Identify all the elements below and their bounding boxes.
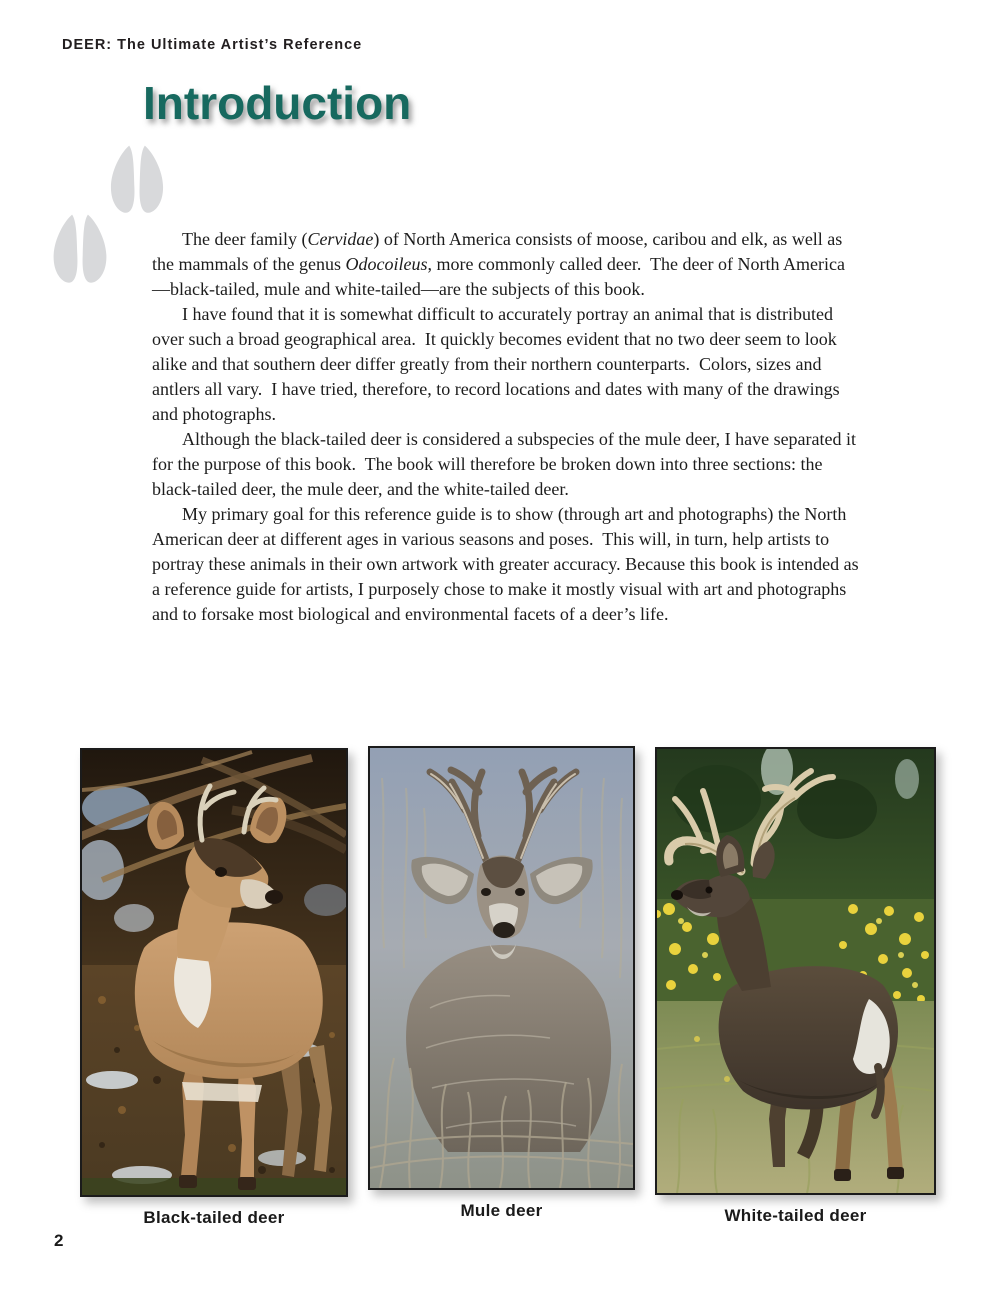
photo-caption: Black-tailed deer	[143, 1208, 285, 1227]
photo-caption: White-tailed deer	[724, 1206, 867, 1225]
paragraph-4: My primary goal for this reference guide is to show (through art and photographs) the North American deer at different ages in various seasons and poses. This will, in turn, help artists to portray these animals in their own artwork with greater accuracy. Because this book is intended as a reference guide for artists, I purposely chose to make it mostly visual with art and photographs and to forsake most biological and environmental facets of a deer’s life.	[152, 504, 864, 624]
page-number: 2	[54, 1231, 64, 1250]
paragraph-1: The deer family (Cervidae) of North America consists of moose, caribou and elk, as well as the mammals of the genus Odocoileus, more commonly called deer. The deer of North America—black-tailed, mule and white-tailed—are the subjects of this book.	[152, 229, 847, 299]
intro-text	[152, 227, 864, 627]
page-title: Introduction	[143, 77, 412, 129]
figure-black-tailed-deer	[80, 748, 348, 1228]
mule-deer-photo	[368, 746, 635, 1190]
deer-track-icon	[47, 212, 113, 286]
figure-white-tailed-deer	[655, 747, 936, 1226]
running-head: DEER: The Ultimate Artist’s Reference	[62, 37, 363, 53]
photo-caption: Mule deer	[460, 1201, 543, 1220]
black-tailed-deer-photo	[80, 748, 348, 1197]
white-tailed-deer-photo	[655, 747, 936, 1195]
paragraph-3: Although the black-tailed deer is considered a subspecies of the mule deer, I have separated it for the purpose of this book. The book will therefore be broken down into three sections: the black-tailed deer, the mule deer, and the white-tailed deer.	[152, 429, 861, 499]
paragraph-2: I have found that it is somewhat difficult to accurately portray an animal that is distributed over such a broad geographical area. It quickly becomes evident that no two deer seem to look alike and that southern deer differ greatly from their northern counterparts. Colors, sizes and antlers all vary. I have tried, therefore, to record locations and dates with many of the drawings and photographs.	[152, 304, 845, 424]
figure-mule-deer	[368, 746, 635, 1221]
deer-track-icon	[104, 143, 170, 216]
